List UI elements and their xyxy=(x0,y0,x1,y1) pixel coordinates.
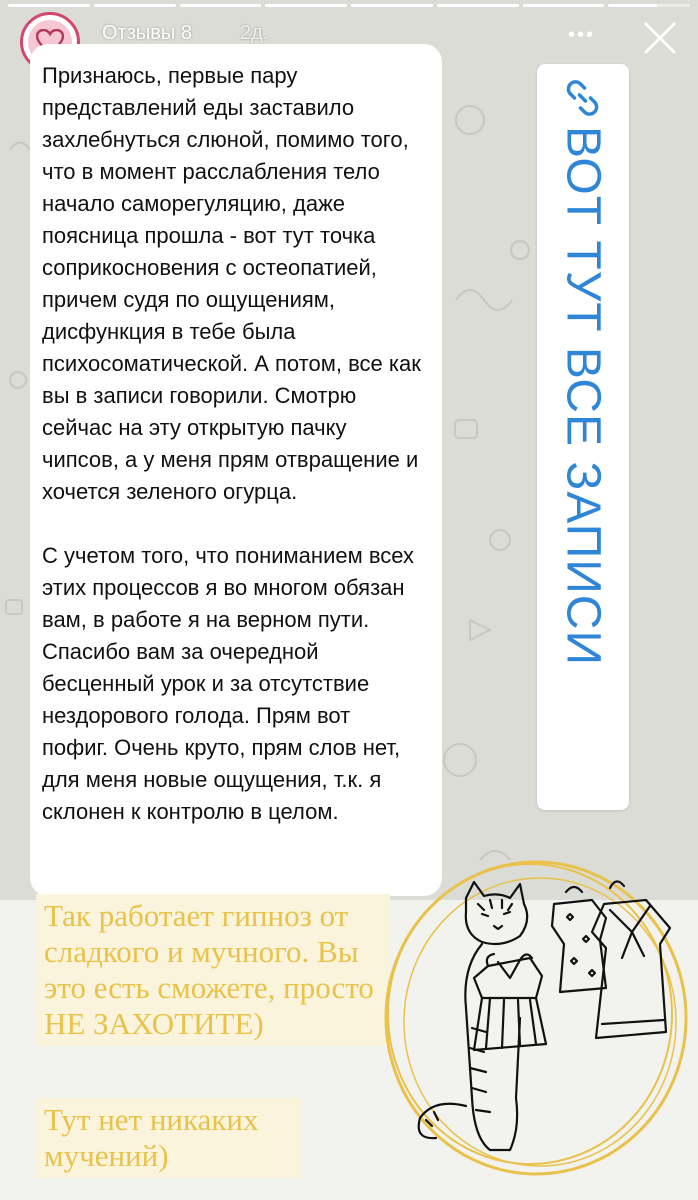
progress-segment xyxy=(94,4,176,7)
story-timestamp: 2д. xyxy=(240,22,269,44)
more-options-button[interactable]: ••• xyxy=(568,24,596,46)
story-progress xyxy=(8,4,690,7)
link-sticker[interactable] xyxy=(537,64,629,810)
progress-segment xyxy=(523,4,605,7)
progress-segment-fill xyxy=(265,4,347,7)
progress-segment xyxy=(180,4,262,7)
progress-segment-fill xyxy=(8,4,90,7)
link-icon xyxy=(563,78,603,118)
close-button[interactable] xyxy=(638,16,682,60)
cat-with-dresses-illustration xyxy=(370,848,694,1184)
caption-no-suffering: Тут нет никаких мучений) xyxy=(36,1098,302,1178)
progress-segment-fill xyxy=(608,4,657,7)
story-title[interactable]: Отзывы 8 xyxy=(102,22,192,44)
progress-segment xyxy=(437,4,519,7)
message-paragraph-2: С учетом того, что пониманием всех этих процессов я во многом обязан вам, в работе я на верном пути. Спасибо вам за очередной бесценный урок и за отсутствие нездорового голода. Прям вот пофиг. Очень круто, прям слов нет, для меня новые ощущения, т.к. я склонен к контролю в целом. xyxy=(42,543,421,824)
message-text xyxy=(42,60,427,828)
progress-segment-fill xyxy=(351,4,433,7)
progress-segment xyxy=(351,4,433,7)
progress-segment xyxy=(265,4,347,7)
progress-segment xyxy=(608,4,690,7)
progress-segment-fill xyxy=(437,4,519,7)
close-icon xyxy=(638,16,682,60)
progress-segment-fill xyxy=(523,4,605,7)
progress-segment-fill xyxy=(94,4,176,7)
link-sticker-label: ВОТ ТУТ ВСЕ ЗАПИСИ xyxy=(556,126,610,666)
progress-segment xyxy=(8,4,90,7)
progress-segment-fill xyxy=(180,4,262,7)
message-paragraph-1: Признаюсь, первые пару представлений еды заставило захлебнуться слюной, помимо того, что в момент расслабления тело начало саморегуляцию, даже поясница прошла - вот тут точка соприкосновения с остеопатией, причем судя по ощущениям, дисфункция в тебе была психосоматической. А потом, все как вы в записи говорили. Смотрю сейчас на эту открытую пачку чипсов, а у меня прям отвращение и хочется зеленого огурца. xyxy=(42,63,427,504)
caption-hypnosis: Так работает гипноз от сладкого и мучного. Вы это есть сможете, просто НЕ ЗАХОТИТЕ) xyxy=(36,894,390,1046)
